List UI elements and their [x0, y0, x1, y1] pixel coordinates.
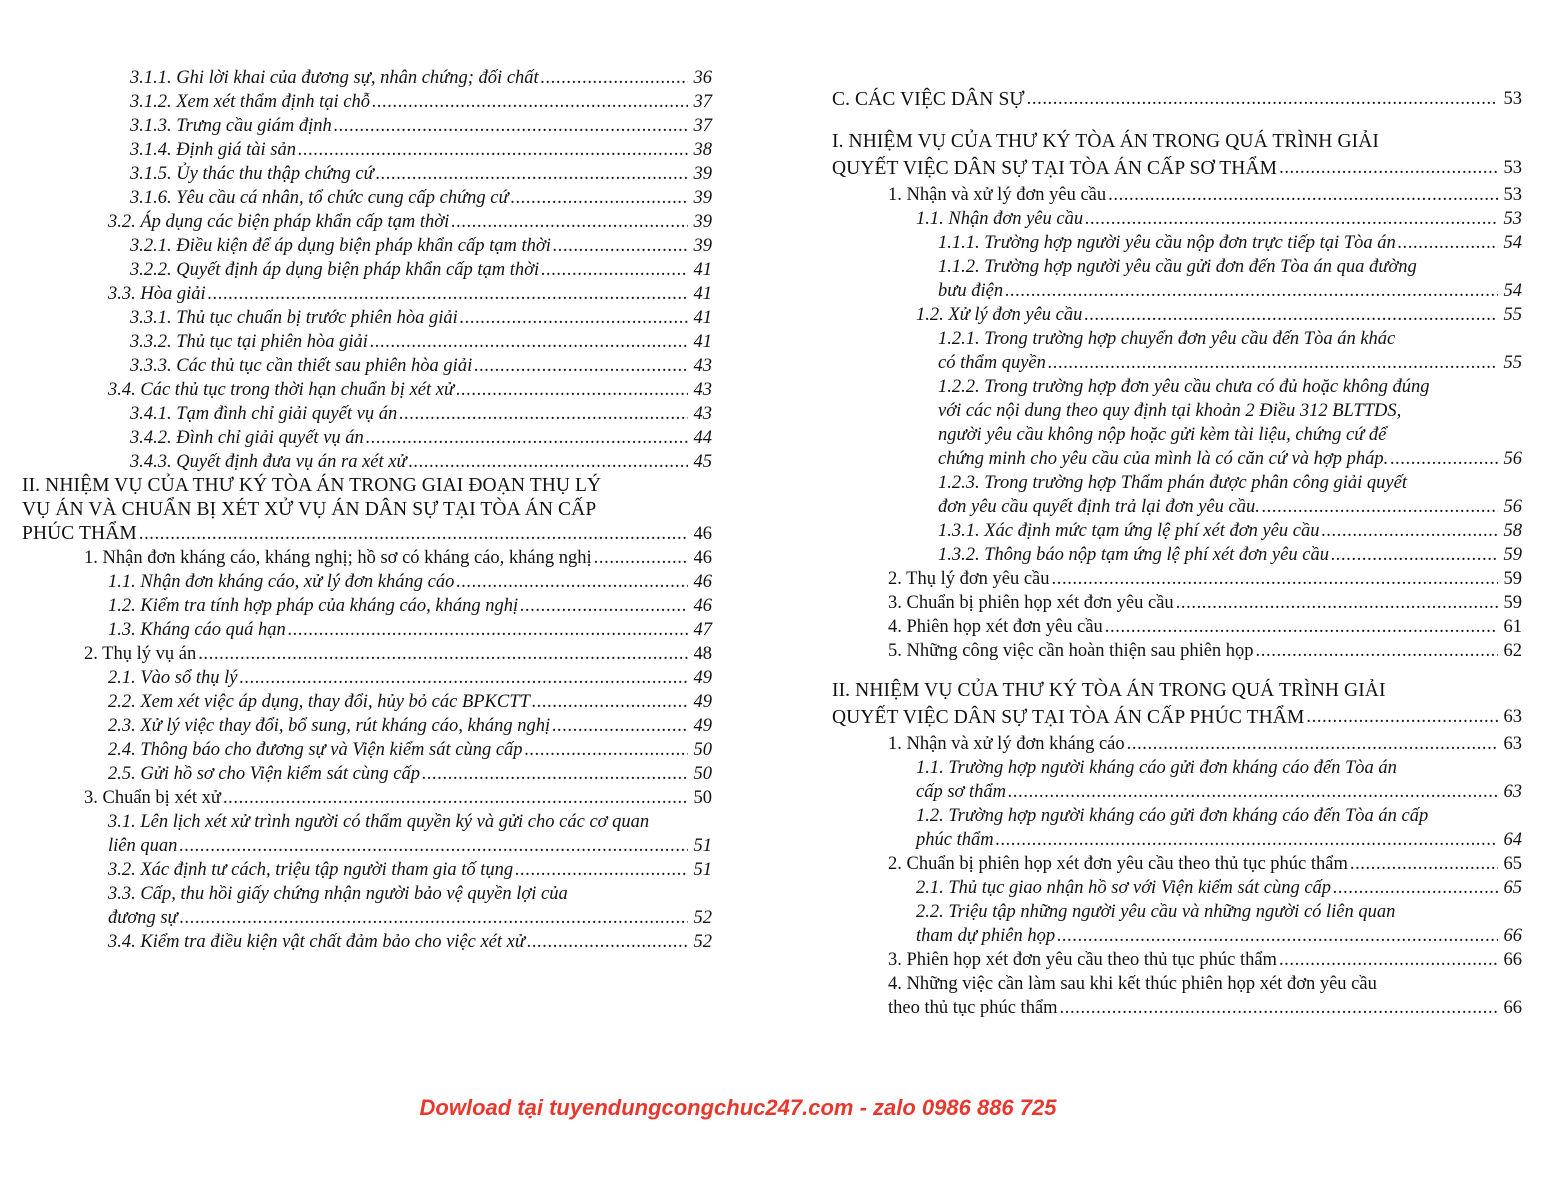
toc-heading[interactable]: I. NHIỆM VỤ CỦA THƯ KÝ TÒA ÁN TRONG QUÁ TRÌNH GIẢI [832, 130, 1379, 152]
toc-page-number: 65 [1503, 877, 1522, 898]
toc-entry-title: 3.4.1. Tạm đình chỉ giải quyết vụ án [130, 404, 398, 424]
toc-page-number: 52 [693, 932, 712, 952]
toc-dot-leader [1127, 732, 1498, 756]
toc-page-number: 59 [1503, 592, 1522, 613]
toc-entry[interactable] [22, 258, 712, 282]
toc-dot-leader [594, 546, 688, 570]
toc-dot-leader [422, 762, 688, 786]
toc-dot-leader [409, 450, 688, 474]
toc-dot-leader [515, 858, 688, 882]
toc-page-number: 46 [693, 524, 712, 544]
toc-dot-leader [541, 66, 688, 90]
toc-page-number: 62 [1503, 640, 1522, 661]
toc-dot-leader [1105, 615, 1498, 639]
toc-entry-title: chứng minh cho yêu cầu của mình là có căn cứ và hợp pháp. [938, 448, 1389, 469]
toc-entry-title: PHÚC THẨM [22, 523, 137, 544]
toc-page-number: 47 [693, 620, 712, 640]
toc-entry-title: 3.4.3. Quyết định đưa vụ án ra xét xử [130, 452, 407, 472]
toc-entry-title: 3.4.2. Đình chỉ giải quyết vụ án [130, 428, 364, 448]
toc-dot-leader [208, 282, 688, 306]
toc-entry[interactable] [22, 546, 712, 570]
toc-entry[interactable] [22, 378, 712, 402]
toc-dot-leader [1008, 780, 1498, 804]
toc-entry[interactable] [832, 948, 1522, 972]
toc-entry[interactable] [832, 183, 1522, 207]
toc-entry[interactable] [832, 519, 1522, 543]
toc-entry-title: theo thủ tục phúc thẩm [888, 997, 1058, 1018]
toc-dot-leader [1108, 183, 1498, 207]
toc-dot-leader [240, 666, 689, 690]
toc-page-number: 55 [1503, 352, 1522, 373]
toc-dot-leader [527, 930, 688, 954]
toc-entry[interactable] [22, 90, 712, 114]
toc-entry-title: 3.3.2. Thủ tục tại phiên hòa giải [130, 332, 368, 352]
toc-entry[interactable] [832, 639, 1522, 663]
toc-page-number: 53 [1503, 158, 1522, 178]
toc-entry-title: 2.1. Thủ tục giao nhận hồ sơ với Viện kiểm sát cùng cấp [916, 877, 1332, 898]
toc-page-number: 66 [1503, 997, 1522, 1018]
toc-heading[interactable]: II. NHIỆM VỤ CỦA THƯ KÝ TÒA ÁN TRONG GIAI ĐOẠN THỤ LÝ [22, 475, 602, 496]
toc-dot-leader [366, 426, 688, 450]
toc-entry[interactable] [22, 594, 712, 618]
toc-page-number: 39 [693, 164, 712, 184]
toc-dot-leader [1279, 948, 1498, 972]
toc-entry-title: 2.1. Vào sổ thụ lý [108, 668, 238, 688]
toc-entry[interactable]: 4. Những việc cần làm sau khi kết thúc phiên họp xét đơn yêu cầu [888, 973, 1377, 994]
toc-entry[interactable]: 1.1.2. Trường hợp người yêu cầu gửi đơn đến Tòa án qua đường [938, 256, 1417, 277]
toc-dot-leader [525, 738, 688, 762]
toc-entry-title: 2. Thụ lý vụ án [84, 644, 197, 664]
toc-dot-leader [520, 594, 688, 618]
toc-entry-title: 5. Những công việc cần hoàn thiện sau phiên họp [888, 640, 1254, 661]
toc-page-number: 54 [1503, 280, 1522, 301]
toc-entry-title: 1.1.1. Trường hợp người yêu cầu nộp đơn trực tiếp tại Tòa án [938, 232, 1396, 253]
toc-entry-title: 2.3. Xử lý việc thay đổi, bổ sung, rút kháng cáo, kháng nghị [108, 716, 551, 736]
toc-entry[interactable] [22, 930, 712, 954]
toc-page-number: 53 [1503, 184, 1522, 205]
toc-entry-title: 4. Phiên họp xét đơn yêu cầu [888, 616, 1103, 637]
toc-entry[interactable] [22, 834, 712, 858]
toc-entry-title: cấp sơ thẩm [916, 781, 1007, 802]
toc-page-number: 53 [1503, 89, 1522, 109]
toc-entry-title: đơn yêu cầu quyết định trả lại đơn yêu cầu. [938, 496, 1260, 517]
toc-entry-title: 3.3.3. Các thủ tục cần thiết sau phiên hòa giải [130, 356, 473, 376]
toc-entry[interactable] [22, 906, 712, 930]
toc-entry-title: C. CÁC VIỆC DÂN SỰ [832, 89, 1025, 110]
toc-dot-leader [1306, 704, 1498, 732]
toc-entry[interactable] [22, 138, 712, 162]
toc-entry[interactable]: 3.3. Cấp, thu hồi giấy chứng nhận người bảo vệ quyền lợi của [108, 884, 568, 904]
toc-page-number: 43 [693, 380, 712, 400]
toc-entry-title: 1. Nhận và xử lý đơn kháng cáo [888, 733, 1125, 754]
toc-entry[interactable] [832, 279, 1522, 303]
toc-right-column [832, 86, 1522, 1020]
toc-entry[interactable] [22, 642, 712, 666]
toc-entry-title: 3.4. Các thủ tục trong thời hạn chuẩn bị xét xử [108, 380, 455, 400]
toc-entry[interactable] [832, 495, 1522, 519]
toc-page-number: 37 [693, 116, 712, 136]
toc-entry-title: 3. Chuẩn bị xét xử [84, 788, 221, 808]
toc-entry-title: 1. Nhận và xử lý đơn yêu cầu [888, 184, 1107, 205]
toc-entry[interactable] [22, 354, 712, 378]
toc-dot-leader [451, 210, 688, 234]
toc-page-number: 39 [693, 212, 712, 232]
toc-page-number: 39 [693, 236, 712, 256]
toc-entry-title: 3.2.1. Điều kiện để áp dụng biện pháp khẩn cấp tạm thời [130, 236, 551, 256]
toc-page-number: 49 [693, 716, 712, 736]
toc-page-number: 49 [693, 668, 712, 688]
toc-page-number: 50 [693, 788, 712, 808]
toc-page-number: 63 [1503, 707, 1522, 727]
toc-dot-leader [1398, 231, 1498, 255]
toc-entry[interactable] [22, 666, 712, 690]
toc-heading[interactable] [22, 522, 712, 546]
toc-entry-title: 3.1.6. Yêu cầu cá nhân, tổ chức cung cấp chứng cứ [130, 188, 509, 208]
toc-entry[interactable] [832, 207, 1522, 231]
toc-entry[interactable] [832, 615, 1522, 639]
toc-page-number: 56 [1503, 496, 1522, 517]
toc-entry-title: 3.2. Áp dụng các biện pháp khẩn cấp tạm thời [108, 212, 450, 232]
toc-page-number: 55 [1503, 304, 1522, 325]
toc-entry[interactable] [22, 858, 712, 882]
toc-entry-title: 3.1.4. Định giá tài sản [130, 140, 296, 160]
toc-entry[interactable]: 1.2.3. Trong trường hợp Thẩm phán được phân công giải quyết [938, 472, 1407, 493]
toc-entry[interactable]: 3.1. Lên lịch xét xử trình người có thẩm quyền ký và gửi cho các cơ quan [108, 812, 650, 832]
toc-page-number: 45 [693, 452, 712, 472]
toc-entry-title: bưu điện [938, 280, 1004, 301]
toc-entry-title: 3.3. Hòa giải [108, 284, 206, 304]
toc-entry-title: 3.1.1. Ghi lời khai của đương sự, nhân chứng; đối chất [130, 68, 539, 88]
toc-entry[interactable] [22, 714, 712, 738]
toc-entry[interactable] [832, 924, 1522, 948]
toc-dot-leader [996, 828, 1498, 852]
toc-dot-leader [334, 114, 688, 138]
toc-page-number: 52 [693, 908, 712, 928]
toc-entry-title: tham dự phiên họp [916, 925, 1056, 946]
toc-entry-title: 3.2.2. Quyết định áp dụng biện pháp khẩn cấp tạm thời [130, 260, 540, 280]
toc-entry[interactable]: 1.2.1. Trong trường hợp chuyển đơn yêu cầu đến Tòa án khác [938, 328, 1396, 349]
toc-entry[interactable] [22, 402, 712, 426]
toc-entry[interactable] [22, 210, 712, 234]
toc-dot-leader [532, 690, 688, 714]
toc-page-number: 41 [693, 260, 712, 280]
toc-page-number: 38 [693, 140, 712, 160]
toc-entry[interactable] [22, 162, 712, 186]
spacer [832, 663, 1522, 677]
toc-entry-title: QUYẾT VIỆC DÂN SỰ TẠI TÒA ÁN CẤP PHÚC THẨM [832, 707, 1305, 728]
toc-entry[interactable] [22, 114, 712, 138]
toc-dot-leader [370, 330, 688, 354]
toc-page-number: 58 [1503, 520, 1522, 541]
toc-entry-title: 2.5. Gửi hồ sơ cho Viện kiểm sát cùng cấp [108, 764, 420, 784]
toc-dot-leader [1048, 351, 1498, 375]
toc-entry[interactable]: 2.2. Triệu tập những người yêu cầu và những người có liên quan [916, 901, 1396, 922]
spacer [832, 114, 1522, 128]
toc-heading[interactable] [832, 155, 1522, 183]
toc-dot-leader [1331, 543, 1498, 567]
toc-entry[interactable] [832, 852, 1522, 876]
toc-entry[interactable] [22, 66, 712, 90]
toc-entry[interactable]: 1.2. Trường hợp người kháng cáo gửi đơn kháng cáo đến Tòa án cấp [916, 805, 1429, 826]
toc-dot-leader [1350, 852, 1498, 876]
toc-page-number: 44 [693, 428, 712, 448]
toc-entry[interactable] [22, 690, 712, 714]
toc-entry[interactable] [22, 450, 712, 474]
toc-dot-leader [1052, 567, 1498, 591]
toc-page-number: 41 [693, 284, 712, 304]
toc-page-number: 46 [693, 548, 712, 568]
toc-entry[interactable] [832, 591, 1522, 615]
toc-dot-leader [553, 234, 688, 258]
toc-dot-leader [198, 642, 688, 666]
toc-entry[interactable] [22, 282, 712, 306]
toc-entry[interactable] [22, 186, 712, 210]
toc-entry-title: QUYẾT VIỆC DÂN SỰ TẠI TÒA ÁN CẤP SƠ THẨM [832, 158, 1278, 179]
toc-page-number: 39 [693, 188, 712, 208]
toc-page-number: 51 [693, 860, 712, 880]
toc-dot-leader [1085, 207, 1498, 231]
toc-dot-leader [456, 378, 688, 402]
toc-entry[interactable] [832, 447, 1522, 471]
toc-dot-leader [474, 354, 688, 378]
toc-dot-leader [1057, 924, 1498, 948]
toc-page-number: 36 [693, 68, 712, 88]
toc-heading[interactable] [832, 704, 1522, 732]
toc-entry-title: 1. Nhận đơn kháng cáo, kháng nghị; hồ sơ có kháng cáo, kháng nghị [84, 548, 592, 568]
toc-dot-leader [1060, 996, 1498, 1020]
toc-dot-leader [1390, 447, 1498, 471]
toc-dot-leader [180, 906, 688, 930]
toc-entry[interactable]: với các nội dung theo quy định tại khoản 2 Điều 312 BLTTDS, [938, 400, 1402, 421]
toc-dot-leader [179, 834, 688, 858]
toc-dot-leader [1084, 303, 1498, 327]
toc-entry[interactable] [22, 738, 712, 762]
toc-entry-title: 3.1.2. Xem xét thẩm định tại chỗ [130, 92, 370, 112]
toc-entry[interactable] [22, 306, 712, 330]
toc-entry-title: 3. Chuẩn bị phiên họp xét đơn yêu cầu [888, 592, 1174, 613]
toc-page-number: 41 [693, 332, 712, 352]
toc-entry-title: 3.1.3. Trưng cầu giám định [130, 116, 332, 136]
toc-dot-leader [1262, 495, 1498, 519]
toc-page-number: 46 [693, 596, 712, 616]
toc-entry[interactable] [22, 618, 712, 642]
toc-entry[interactable]: 1.1. Trường hợp người kháng cáo gửi đơn kháng cáo đến Tòa án [916, 757, 1397, 778]
toc-page-number: 61 [1503, 616, 1522, 637]
toc-entry-title: 3.3.1. Thủ tục chuẩn bị trước phiên hòa giải [130, 308, 458, 328]
toc-entry-title: 1.1. Nhận đơn yêu cầu [916, 208, 1084, 229]
toc-entry-title: 1.1. Nhận đơn kháng cáo, xử lý đơn kháng cáo [108, 572, 455, 592]
toc-dot-leader [376, 162, 688, 186]
toc-page-number: 48 [693, 644, 712, 664]
toc-entry[interactable] [832, 996, 1522, 1020]
toc-entry[interactable]: 1.2.2. Trong trường hợp đơn yêu cầu chưa có đủ hoặc không đúng [938, 376, 1430, 397]
toc-page-number: 65 [1503, 853, 1522, 874]
toc-entry[interactable] [832, 567, 1522, 591]
toc-page-number: 64 [1503, 829, 1522, 850]
toc-dot-leader [1005, 279, 1498, 303]
toc-page-number: 59 [1503, 544, 1522, 565]
toc-page-number: 53 [1503, 208, 1522, 229]
toc-entry[interactable] [832, 303, 1522, 327]
toc-entry[interactable] [832, 351, 1522, 375]
toc-entry-title: 3.2. Xác định tư cách, triệu tập người tham gia tố tụng [108, 860, 514, 880]
toc-heading[interactable]: II. NHIỆM VỤ CỦA THƯ KÝ TÒA ÁN TRONG QUÁ TRÌNH GIẢI [832, 679, 1386, 701]
toc-heading[interactable] [832, 86, 1522, 114]
toc-dot-leader [460, 306, 688, 330]
toc-dot-leader [399, 402, 688, 426]
toc-entry[interactable] [22, 570, 712, 594]
toc-dot-leader [511, 186, 688, 210]
toc-entry[interactable] [832, 828, 1522, 852]
toc-heading[interactable]: VỤ ÁN VÀ CHUẨN BỊ XÉT XỬ VỤ ÁN DÂN SỰ TẠI TÒA ÁN CẤP [22, 499, 597, 520]
toc-page-number: 37 [693, 92, 712, 112]
toc-page-number: 66 [1503, 949, 1522, 970]
toc-entry-title: 2. Chuẩn bị phiên họp xét đơn yêu cầu theo thủ tục phúc thẩm [888, 853, 1348, 874]
toc-entry[interactable] [22, 786, 712, 810]
toc-dot-leader [1321, 519, 1498, 543]
toc-entry-title: 2. Thụ lý đơn yêu cầu [888, 568, 1050, 589]
toc-entry-title: có thẩm quyền [938, 352, 1046, 373]
toc-dot-leader [541, 258, 688, 282]
toc-entry[interactable]: người yêu cầu không nộp hoặc gửi kèm tài liệu, chứng cứ để [938, 424, 1387, 445]
toc-page-number: 63 [1503, 733, 1522, 754]
toc-dot-leader [1176, 591, 1498, 615]
toc-dot-leader [1256, 639, 1498, 663]
toc-dot-leader [1027, 86, 1498, 114]
toc-entry[interactable] [832, 543, 1522, 567]
toc-dot-leader [1333, 876, 1498, 900]
toc-page-number: 46 [693, 572, 712, 592]
toc-entry[interactable] [832, 732, 1522, 756]
toc-entry-title: 3.4. Kiểm tra điều kiện vật chất đảm bảo cho việc xét xử [108, 932, 525, 952]
toc-page-number: 51 [693, 836, 712, 856]
toc-dot-leader [298, 138, 688, 162]
toc-entry[interactable] [22, 234, 712, 258]
toc-entry-title: phúc thẩm [916, 829, 994, 850]
toc-entry-title: 3. Phiên họp xét đơn yêu cầu theo thủ tục phúc thẩm [888, 949, 1277, 970]
toc-page-number: 49 [693, 692, 712, 712]
toc-entry[interactable] [832, 231, 1522, 255]
toc-dot-leader [456, 570, 688, 594]
toc-entry-title: 1.2. Kiểm tra tính hợp pháp của kháng cáo, kháng nghị [108, 596, 519, 616]
toc-page-number: 41 [693, 308, 712, 328]
toc-entry-title: 2.2. Xem xét việc áp dụng, thay đổi, hủy bỏ các BPKCTT [108, 692, 530, 712]
toc-entry-title: 1.3. Kháng cáo quá hạn [108, 620, 286, 640]
toc-entry[interactable] [22, 330, 712, 354]
toc-entry[interactable] [832, 876, 1522, 900]
toc-entry-title: 1.3.2. Thông báo nộp tạm ứng lệ phí xét đơn yêu cầu [938, 544, 1329, 565]
toc-entry[interactable] [832, 780, 1522, 804]
toc-page-number: 50 [693, 740, 712, 760]
toc-dot-leader [288, 618, 688, 642]
toc-page-number: 59 [1503, 568, 1522, 589]
toc-dot-leader [139, 522, 688, 546]
toc-page-number: 63 [1503, 781, 1522, 802]
toc-page-number: 66 [1503, 925, 1522, 946]
toc-entry-title: đương sự [108, 908, 178, 928]
toc-entry-title: liên quan [108, 836, 178, 856]
toc-page-number: 43 [693, 356, 712, 376]
toc-page-number: 56 [1503, 448, 1522, 469]
toc-dot-leader [223, 786, 688, 810]
toc-page-number: 50 [693, 764, 712, 784]
toc-entry-title: 1.3.1. Xác định mức tạm ứng lệ phí xét đơn yêu cầu [938, 520, 1320, 541]
toc-entry-title: 3.1.5. Ủy thác thu thập chứng cứ [130, 164, 374, 184]
toc-entry[interactable] [22, 762, 712, 786]
toc-page-number: 43 [693, 404, 712, 424]
toc-dot-leader [1279, 155, 1498, 183]
toc-entry-title: 1.2. Xử lý đơn yêu cầu [916, 304, 1083, 325]
toc-page-number: 54 [1503, 232, 1522, 253]
toc-left-column [22, 66, 712, 954]
download-footer-link[interactable]: Dowload tại tuyendungcongchuc247.com - zalo 0986 886 725 [419, 1095, 1057, 1120]
toc-dot-leader [372, 90, 688, 114]
toc-entry-title: 2.4. Thông báo cho đương sự và Viện kiểm sát cùng cấp [108, 740, 523, 760]
toc-entry[interactable] [22, 426, 712, 450]
toc-dot-leader [552, 714, 688, 738]
